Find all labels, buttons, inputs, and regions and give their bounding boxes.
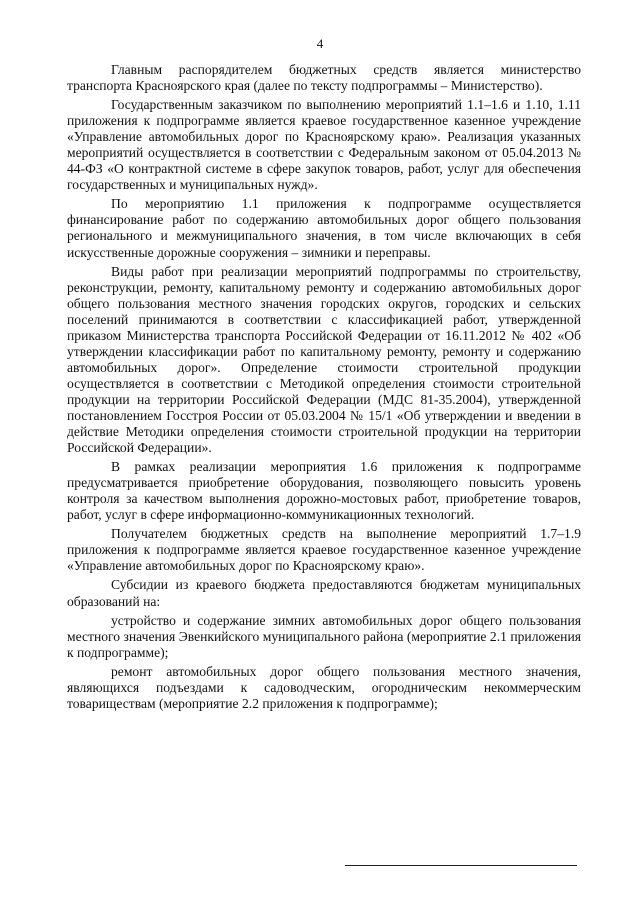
document-body [67,62,581,712]
paragraph-budget-recipient: Получателем бюджетных средств на выполнение мероприятий 1.7–1.9 приложения к подпрограмме является краевое государственное казенное учреждение «Управление автомобильных дорог по Красноярскому краю». [67,526,581,574]
paragraph-state-customer: Государственным заказчиком по выполнению мероприятий 1.1–1.6 и 1.10, 1.11 приложения к подпрограмме является краевое государственное казенное учреждение «Управление автомобильных дорог по Красноярскому краю». Реализация указанных мероприятий осуществляется в соответствии с Федеральным законом от 05.04.2013 № 44-ФЗ «О контрактной системе в сфере закупок товаров, работ, услуг для обеспечения государственных и муниципальных нужд». [67,97,581,193]
paragraph-measure-1-1: По мероприятию 1.1 приложения к подпрограмме осуществляется финансирование работ по содержанию автомобильных дорог общего пользования регионального и межмуниципального значения, в том числе включающих в себя искусственные дорожные сооружения – зимники и переправы. [67,196,581,260]
paragraph-subsidies: Субсидии из краевого бюджета предоставляются бюджетам муниципальных образований на: [67,577,581,609]
paragraph-main-administrator: Главным распорядителем бюджетных средств является министерство транспорта Красноярского края (далее по тексту подпрограммы – Министерство). [67,62,581,94]
footer-divider [345,865,577,866]
paragraph-work-types: Виды работ при реализации мероприятий подпрограммы по строительству, реконструкции, ремонту, капитальному ремонту и содержанию автомобильных дорог общего пользования местного значения городских округов, городских и сельских поселений принимаются в соответствии с классификацией работ, утвержденной приказом Министерства транспорта Российской Федерации от 16.11.2012 № 402 «Об утверждении классификации работ по капитальному ремонту, ремонту и содержанию автомобильных дорог». Определение стоимости строительной продукции осуществляется в соответствии с Методикой определения стоимости строительной продукции на территории Российской Федерации (МДС 81-35.2004), утвержденной постановлением Госстроя России от 05.03.2004 № 15/1 «Об утверждении и введении в действие Методики определения стоимости строительной продукции на территории Российской Федерации». [67,263,581,456]
page-number: 4 [316,36,324,51]
paragraph-measure-1-6: В рамках реализации мероприятия 1.6 приложения к подпрограмме предусматривается приобретение оборудования, позволяющего повысить уровень контроля за качеством выполнения дорожно-мостовых работ, приобретение товаров, работ, услуг в сфере информационно-коммуникационных технологий. [67,459,581,523]
paragraph-winter-roads: устройство и содержание зимних автомобильных дорог общего пользования местного значения Эвенкийского муниципального района (мероприятие 2.1 приложения к подпрограмме); [67,612,581,660]
paragraph-road-repair: ремонт автомобильных дорог общего пользования местного значения, являющихся подъездами к садоводческим, огородническим некоммерческим товариществам (мероприятие 2.2 приложения к подпрограмме); [67,663,581,711]
